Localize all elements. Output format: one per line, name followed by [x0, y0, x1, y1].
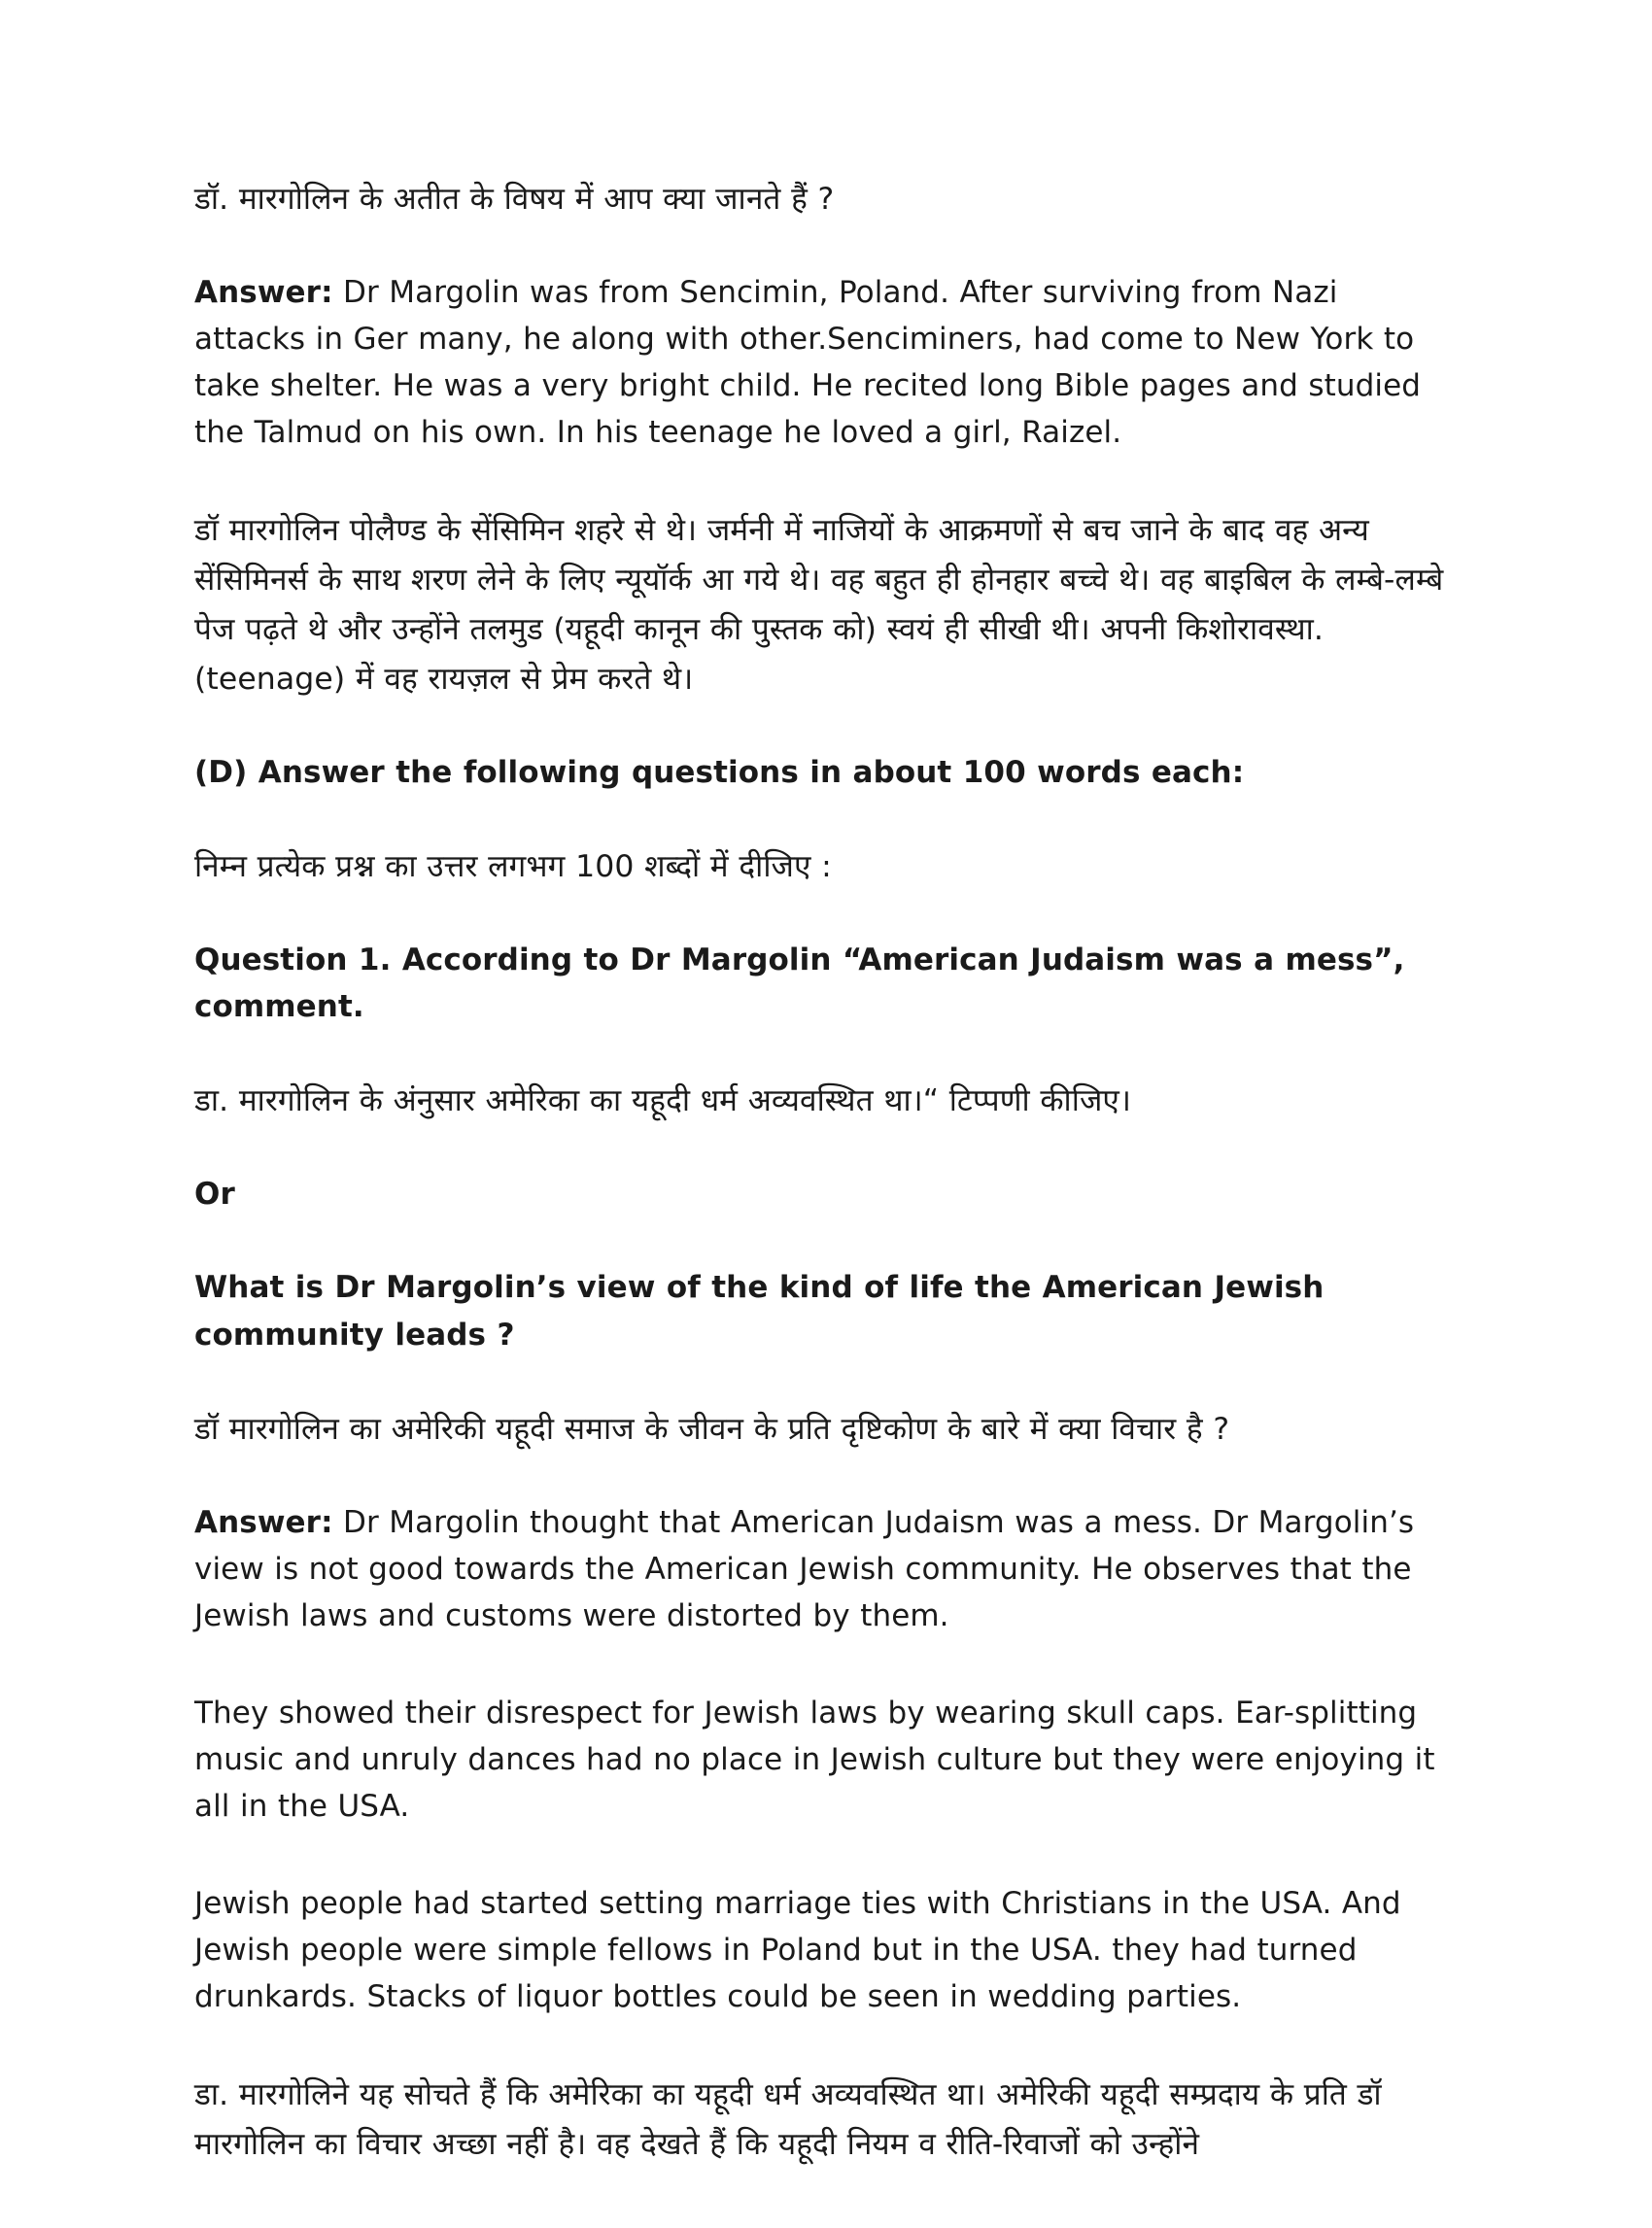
answer-text: Dr Margolin was from Sencimin, Poland. After surviving from Nazi attacks in Ger many, he along with other.Senciminers, had come to New York to take shelter. He was a very bright child. He recited long Bible pages and studied the Talmud on his own. In his teenage he loved a girl, Raizel. — [194, 275, 1422, 451]
answer-label: Answer: — [194, 1504, 333, 1540]
answer-2-paragraph — [194, 1499, 1458, 1639]
question-1-alternate-english: What is Dr Margolin’s view of the kind of life the American Jewish community leads ? — [194, 1270, 1325, 1353]
answer-text: Dr Margolin thought that American Judaism was a mess. Dr Margolin’s view is not good towards the American Jewish community. He observes that the Jewish laws and customs were distorted by them. — [194, 1504, 1415, 1633]
section-heading-d: (D) Answer the following questions in about 100 words each: — [194, 755, 1245, 791]
answer-2-hindi-translation: डा. मारगोलिने यह सोचते हैं कि अमेरिका का यहूदी धर्म अव्यवस्थित था। अमेरिकी यहूदी सम्प्रदाय के प्रति डॉ मारगोलिन का विचार अच्छा नहीं है। वह देखते हैं कि यहूदी नियम व रीति-रिवाजों को उन्होंने — [194, 2077, 1382, 2163]
question-1-english: Question 1. According to Dr Margolin “American Judaism was a mess”, comment. — [194, 943, 1405, 1025]
answer-hindi-translation: डॉ मारगोलिन पोलैण्ड के सेंसिमिन शहरे से थे। जर्मनी में नाजियों के आक्रमणों से बच जाने के बाद वह अन्य सेंसिमिनर्स के साथ शरण लेने के लिए न्यूयॉर्क आ गये थे। वह बहुत ही होनहार बच्चे थे। वह बाइबिल के लम्बे-लम्बे पेज पढ़ते थे और उन्होंने तलमुड (यहूदी कानून की पुस्तक को) स्वयं ही सीखी थी। अपनी किशोरावस्था. (teenage) में वह रायज़ल से प्रेम करते थे। — [194, 513, 1444, 698]
question-1-alternate-hindi: डॉ मारगोलिन का अमेरिकी यहूदी समाज के जीवन के प्रति दृष्टिकोण के बारे में क्या विचार है ? — [194, 1411, 1230, 1447]
question-1-hindi: डा. मारगोलिन के अंनुसार अमेरिका का यहूदी धर्म अव्यवस्थित था।“ टिप्पणी कीजिए। — [194, 1083, 1131, 1119]
or-separator: Or — [194, 1177, 235, 1213]
section-heading-d-hindi: निम्न प्रत्येक प्रश्न का उत्तर लगभग 100 शब्दों में दीजिए : — [194, 849, 832, 885]
document-content — [194, 175, 1458, 2170]
answer-label: Answer: — [194, 275, 333, 311]
answer-paragraph — [194, 269, 1458, 456]
answer-2-paragraph-three: Jewish people had started setting marriage ties with Christians in the USA. And Jewish people were simple fellows in Poland but in the USA. they had turned drunkards. Stacks of liquor bottles could be seen in wedding parties. — [194, 1885, 1401, 2014]
question-hindi-prompt: डॉ. मारगोलिन के अतीत के विषय में आप क्या जानते हैं ? — [194, 182, 835, 217]
answer-2-paragraph-two: They showed their disrespect for Jewish laws by wearing skull caps. Ear-splitting music and unruly dances had no place in Jewish culture but they were enjoying it all in the USA. — [194, 1695, 1435, 1824]
